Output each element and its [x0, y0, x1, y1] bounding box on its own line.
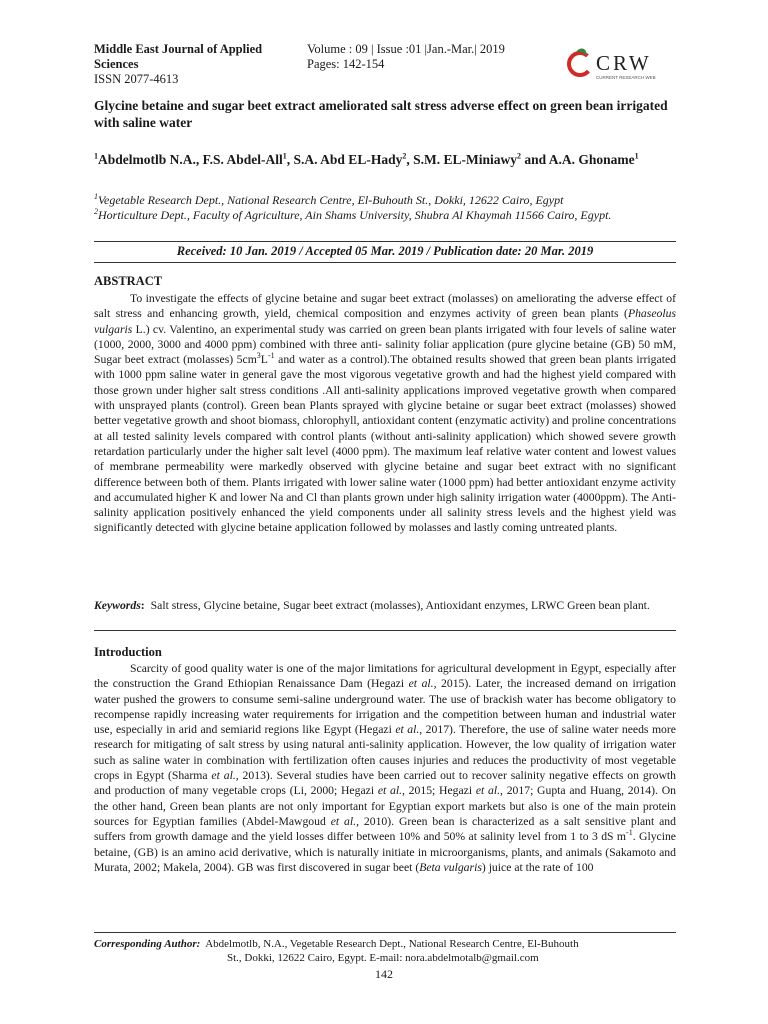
keywords	[94, 598, 676, 613]
introduction-text: Scarcity of good quality water is one of the major limitations for agricultural development in Egypt, especially after the construction the Grand Ethiopian Renaissance Dam (Hegazi et al., 2015). Later, the increased demand on irrigation water pushed the growers to consume semi-saline underground water. The use of brackish water has become obligatory to recompense rapidly increasing water requirements for irrigation and the competition between human and industrial water use, especially in arid and semiarid regions like Egypt (Hegazi et al., 2017). Therefore, the use of saline water needs more research for mitigating of salt stress by using natural anti-salinity application. However, the low quality of irrigation water such as saline water in combination with fertilization often causes injuries and reduces the productivity of most vegetable crops in Egypt (Sharma et al., 2013). Several studies have been carried out to recover salinity negative effects on growth and production of many vegetable crops (Li, 2000; Hegazi et al., 2015; Hegazi et al., 2017; Gupta and Huang, 2014). On the other hand, Green bean plants are not only important for Egyptian export markets but also is one of the main protein sources for Egyptian families (Abdel-Mawgoud et al., 2010). Green bean is characterized as a salt sensitive plant and suffers from growth damage and the yield losses differ between 10% and 50% at salinity level from 1 to 3 dS $m^{-1}$. Glycine betaine, (GB) is an amino acid derivative, which is naturally initiate in microorganisms, plants, and animals (Sakamoto and Murata, 2002; Makela, 2004). GB was first discovered in sugar beet (Beta vulgaris) juice at the rate of 100	[94, 662, 677, 874]
journal-name-line1: Middle East Journal of Applied	[94, 42, 263, 56]
corresponding-author	[94, 937, 676, 965]
keywords-table: Keywords: Salt stress, Glycine betaine, Sugar beet extract (molasses), Antioxidant enzymes, LRWC Green bean plant.	[94, 599, 650, 612]
corresponding-label: Corresponding Author:	[94, 938, 201, 950]
author-list: $^1$Abdelmotlb N.A., F.S. Abdel-All$^1$, S.A. Abd EL-Hady$^2$, S.M. EL-Miniawy$^2$ and A.A. Ghoname$^1$	[94, 151, 639, 167]
divider-keywords	[94, 630, 676, 631]
corresponding-text-line1: Abdelmotlb, N.A., Vegetable Research Dept., National Research Centre, El-Buhouth	[205, 938, 579, 950]
logo-text: CRW	[596, 51, 652, 75]
volume-issue: Volume : 09 | Issue :01 |Jan.-Mar.| 2019	[307, 42, 505, 56]
abstract-heading: ABSTRACT	[94, 274, 163, 288]
journal-name-line2: Sciences	[94, 57, 139, 71]
page-number: 142	[375, 967, 393, 981]
abstract-text: To investigate the effects of glycine betaine and sugar beet extract (molasses) on ameliorating the adverse effect of salt stress and enhancing growth, yield, chemical composition and enzymes activity of green bean plants (Phaseolus vulgaris L.) cv. Valentino, an experimental study was carried on green bean plants irrigated with four levels of saline water (1000, 2000, 3000 and 4000 ppm) combined with three anti- salinity foliar application (pure glycine betaine (GB) 50 mM, Sugar beet extract (molasses) $5cm^3L^{-1}$ and water as a control).The obtained results showed that green bean plants irrigated with 1000 ppm saline water in general gave the most vigorous vegetative growth and had the highest yield compared with those grown under higher salt stress conditions .All anti-salinity applications improved vegetative growth when compared with unsprayed plants (control). Green bean Plants sprayed with glycine betaine or sugar beet extract (molasses) showed better vegetative growth and shoot biomass, chlorophyll, antioxidant content (enzymatic activity) and proline concentrations at all tested salinity levels compared with control plants (without anti-salinity application) which showed severe growth retardation particularly under the higher salt level (4000 ppm). The maximum leaf relative water content and lowest values of membrane permeability were markedly observed with glycine betaine and sugar beet extract with no significant difference between both of them. Plants irrigated with lower saline water (1000 ppm) had better antioxidant enzyme activity and accumulated higher K and lower Na and Cl than plants grown under high salinity irrigation water (4000ppm). The Anti-salinity application positively enhanced the yield components under all salinity stress levels and the highest yield was significantly detected with glycine betaine application followed by molasses and lastly coming untreated plants.	[94, 292, 676, 535]
keywords-text: Salt stress, Glycine betaine, Sugar beet extract (molasses), Antioxidant enzymes, LRWC Green bean plant.	[150, 599, 650, 612]
paper-title: Glycine betaine and sugar beet extract ameliorated salt stress adverse effect on green bean irrigated with saline water	[94, 98, 668, 130]
introduction-heading: Introduction	[94, 645, 162, 659]
divider-top	[94, 241, 676, 242]
pages-range: Pages: 142-154	[307, 57, 385, 71]
publication-dates: Received: 10 Jan. 2019 / Accepted 05 Mar. 2019 / Publication date: 20 Mar. 2019	[176, 244, 594, 258]
corresponding-text-line2: St., Dokki, 12622 Cairo, Egypt. E-mail: nora.abdelmotalb@gmail.com	[227, 952, 539, 964]
journal-name	[94, 42, 304, 87]
affiliation-2: $^2$Horticulture Dept., Faculty of Agriculture, Ain Shams University, Shubra Al Khaymah 11566 Cairo, Egypt.	[94, 207, 612, 222]
volume-info	[307, 42, 557, 72]
keywords-label: Keywords	[94, 599, 141, 612]
affiliations	[94, 193, 676, 223]
logo-subtext: CURRENT RESEARCH WEB	[596, 75, 656, 80]
crw-logo	[566, 46, 676, 82]
divider-dates	[94, 262, 676, 263]
affiliation-1: $^1$Vegetable Research Dept., National Research Centre, El-Buhouth St., Dokki, 12622 Cairo, Egypt	[94, 192, 564, 207]
issn: ISSN 2077-4613	[94, 72, 179, 86]
crw-logo-graphic	[566, 46, 676, 82]
divider-footer	[94, 932, 676, 933]
